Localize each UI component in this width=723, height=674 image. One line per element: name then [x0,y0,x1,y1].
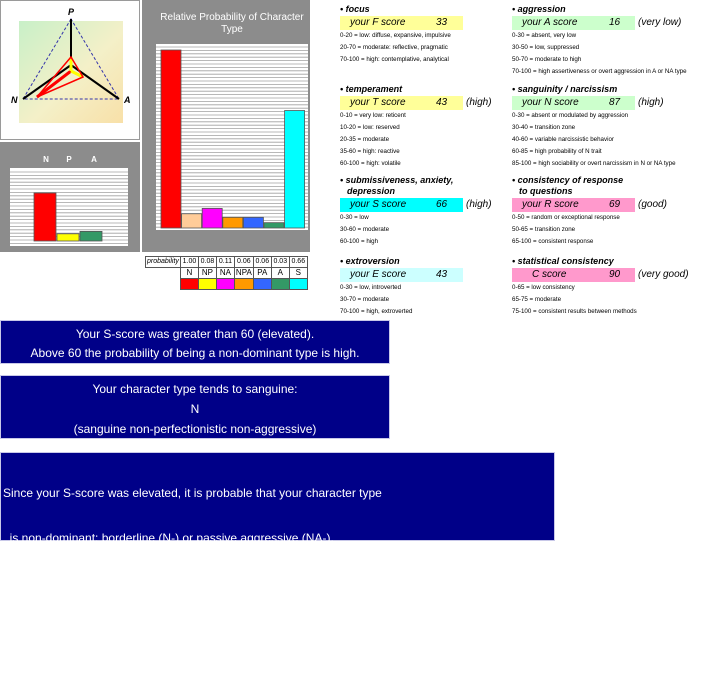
score-value: 69 [609,199,621,210]
score-note: (good) [638,199,667,210]
score-note: (high) [466,199,492,210]
probability-row-label: probability [146,257,181,268]
section-title: • temperament [340,84,403,94]
section-title: • aggression [512,4,566,14]
score-range: 20-70 = moderate: reflective, pragmatic [340,44,448,51]
npa-bar [34,193,56,241]
score-note: (high) [466,97,492,108]
type-triangle-panel [0,0,140,140]
score-range: 60-85 = high probability of N trait [512,148,602,155]
section-title: • statistical consistency [512,256,614,266]
message-line: is non-dominant: borderline (N-) or passive aggressive (NA-). [3,531,334,545]
color-swatch [289,279,307,290]
npa-chart [0,142,140,252]
section-title-continued: depression [347,186,396,196]
score-range: 40-60 = variable narcissistic behavior [512,136,614,143]
npa-bar [80,231,102,241]
score-range: 0-50 = random or exceptional response [512,214,620,221]
section-title: • sanguinity / narcissism [512,84,618,94]
type-label: PA [253,268,271,279]
score-range: 0-30 = low [340,214,369,221]
section-title: • focus [340,4,370,14]
score-range: 70-100 = high, extroverted [340,308,413,315]
probability-value: 0.66 [289,257,307,268]
score-value: 43 [436,97,448,108]
section-title: • submissiveness, anxiety, [340,175,454,185]
score-label: your T score [340,96,463,110]
triangle-label-n: N [11,95,18,105]
score-range: 30-50 = low, suppressed [512,44,580,51]
probability-bar [161,50,181,228]
probability-value: 0.06 [253,257,271,268]
score-range: 0-10 = very low: reticent [340,112,406,119]
score-range: 10-20 = low: reserved [340,124,400,131]
npa-bar [57,234,79,241]
character-type-result: N [190,402,200,416]
score-range: 30-70 = moderate [340,296,390,303]
score-aggression [512,4,722,78]
score-note: (high) [638,97,664,108]
probability-value: 1.00 [180,257,198,268]
relative-probability-chart [142,0,310,252]
message-line: Your character type tends to sanguine: [92,382,298,396]
probability-value: 0.11 [216,257,234,268]
score-value: 90 [609,269,621,280]
score-extroversion [340,256,505,318]
probability-row [146,257,308,268]
score-focus [340,4,505,66]
score-range: 70-100 = high assertiveness or overt aggression in A or NA type [512,68,687,75]
s-score-message [0,320,390,364]
color-swatch [216,279,234,290]
score-narcissism [512,84,722,170]
score-value: 33 [436,17,448,28]
color-swatch [180,279,198,290]
score-range: 65-75 = moderate [512,296,562,303]
type-triangle-diagram [1,1,139,139]
npa-label-p: P [66,155,72,164]
score-temperament [340,84,505,170]
score-label: your S score [340,198,463,212]
score-range: 60-100 = high: volatile [340,160,401,167]
triangle-label-p: P [68,7,75,17]
probability-value: 0.03 [271,257,289,268]
score-range: 50-70 = moderate to high [512,56,582,63]
type-row [146,268,308,279]
score-range: 50-65 = transition zone [512,226,576,233]
score-note: (very low) [638,17,682,28]
score-range: 0-30 = absent, very low [512,32,577,39]
score-consistency [512,175,722,248]
probability-bar [285,111,305,228]
probability-bar [223,217,243,228]
relative-probability-plot [142,0,310,252]
probability-bar [243,217,263,228]
color-swatch [234,279,253,290]
message-line: Above 60 the probability of being a non-dominant type is high. [30,346,360,360]
probability-bar [182,214,202,228]
score-label: your E score [340,268,463,282]
score-value: 43 [436,269,448,280]
score-value: 16 [609,17,621,28]
triangle-label-a: A [124,95,131,105]
message-line: Since your S-score was elevated, it is probable that your character type [3,486,382,500]
score-label: your N score [512,96,635,110]
score-range: 0-20 = low: diffuse, expansive, impulsive [340,32,451,39]
npa-label-n: N [43,155,49,164]
score-range: 30-40 = transition zone [512,124,576,131]
type-label: N [180,268,198,279]
score-range: 20-35 = moderate [340,136,390,143]
score-label: your A score [512,16,635,30]
score-submissiveness [340,175,505,248]
score-range: 70-100 = high: contemplative, analytical [340,56,449,63]
score-range: 0-65 = low consistency [512,284,575,291]
section-title: • extroversion [340,256,400,266]
score-statistical-consistency [512,256,722,318]
message-line: The low A score may reflect an inhibited trait of aggression in “passive aggressive” types. [3,644,475,658]
type-label: NA [216,268,234,279]
score-label: your R score [512,198,635,212]
score-range: 60-100 = high [340,238,379,245]
message-line: (sanguine non-perfectionistic non-aggressive) [73,422,317,436]
color-swatch [271,279,289,290]
color-swatch-row [146,279,308,290]
score-label: C score [512,268,635,282]
chart-title: Relative Probability of Character Type [160,12,304,35]
npa-label-a: A [91,155,97,164]
probability-value: 0.06 [234,257,253,268]
type-label: A [271,268,289,279]
color-swatch [253,279,271,290]
score-range: 35-60 = high: reactive [340,148,400,155]
color-swatch [198,279,216,290]
character-type-message [0,375,390,439]
type-label: S [289,268,307,279]
message-line: Your S-score was greater than 60 (elevated). [75,327,315,341]
probability-bar [202,208,222,228]
score-note: (very good) [638,269,689,280]
score-range: 75-100 = consistent results between methods [512,308,637,315]
section-title-continued: to questions [519,186,573,196]
score-range: 85-100 = high sociability or overt narcissism in N or NA type [512,160,676,167]
probability-bar [264,223,284,228]
score-label: your F score [340,16,463,30]
probability-table [145,256,308,290]
type-label: NP [198,268,216,279]
explanation-message [0,452,555,658]
score-range: 0-30 = absent or modulated by aggression [512,112,629,119]
probability-value: 0.08 [198,257,216,268]
score-range: 65-100 = consistent response [512,238,594,245]
score-value: 87 [609,97,621,108]
score-value: 66 [436,199,448,210]
type-label: NPA [235,268,252,277]
score-range: 30-60 = moderate [340,226,390,233]
score-range: 0-30 = low, introverted [340,284,402,291]
section-title: • consistency of response [512,175,624,185]
